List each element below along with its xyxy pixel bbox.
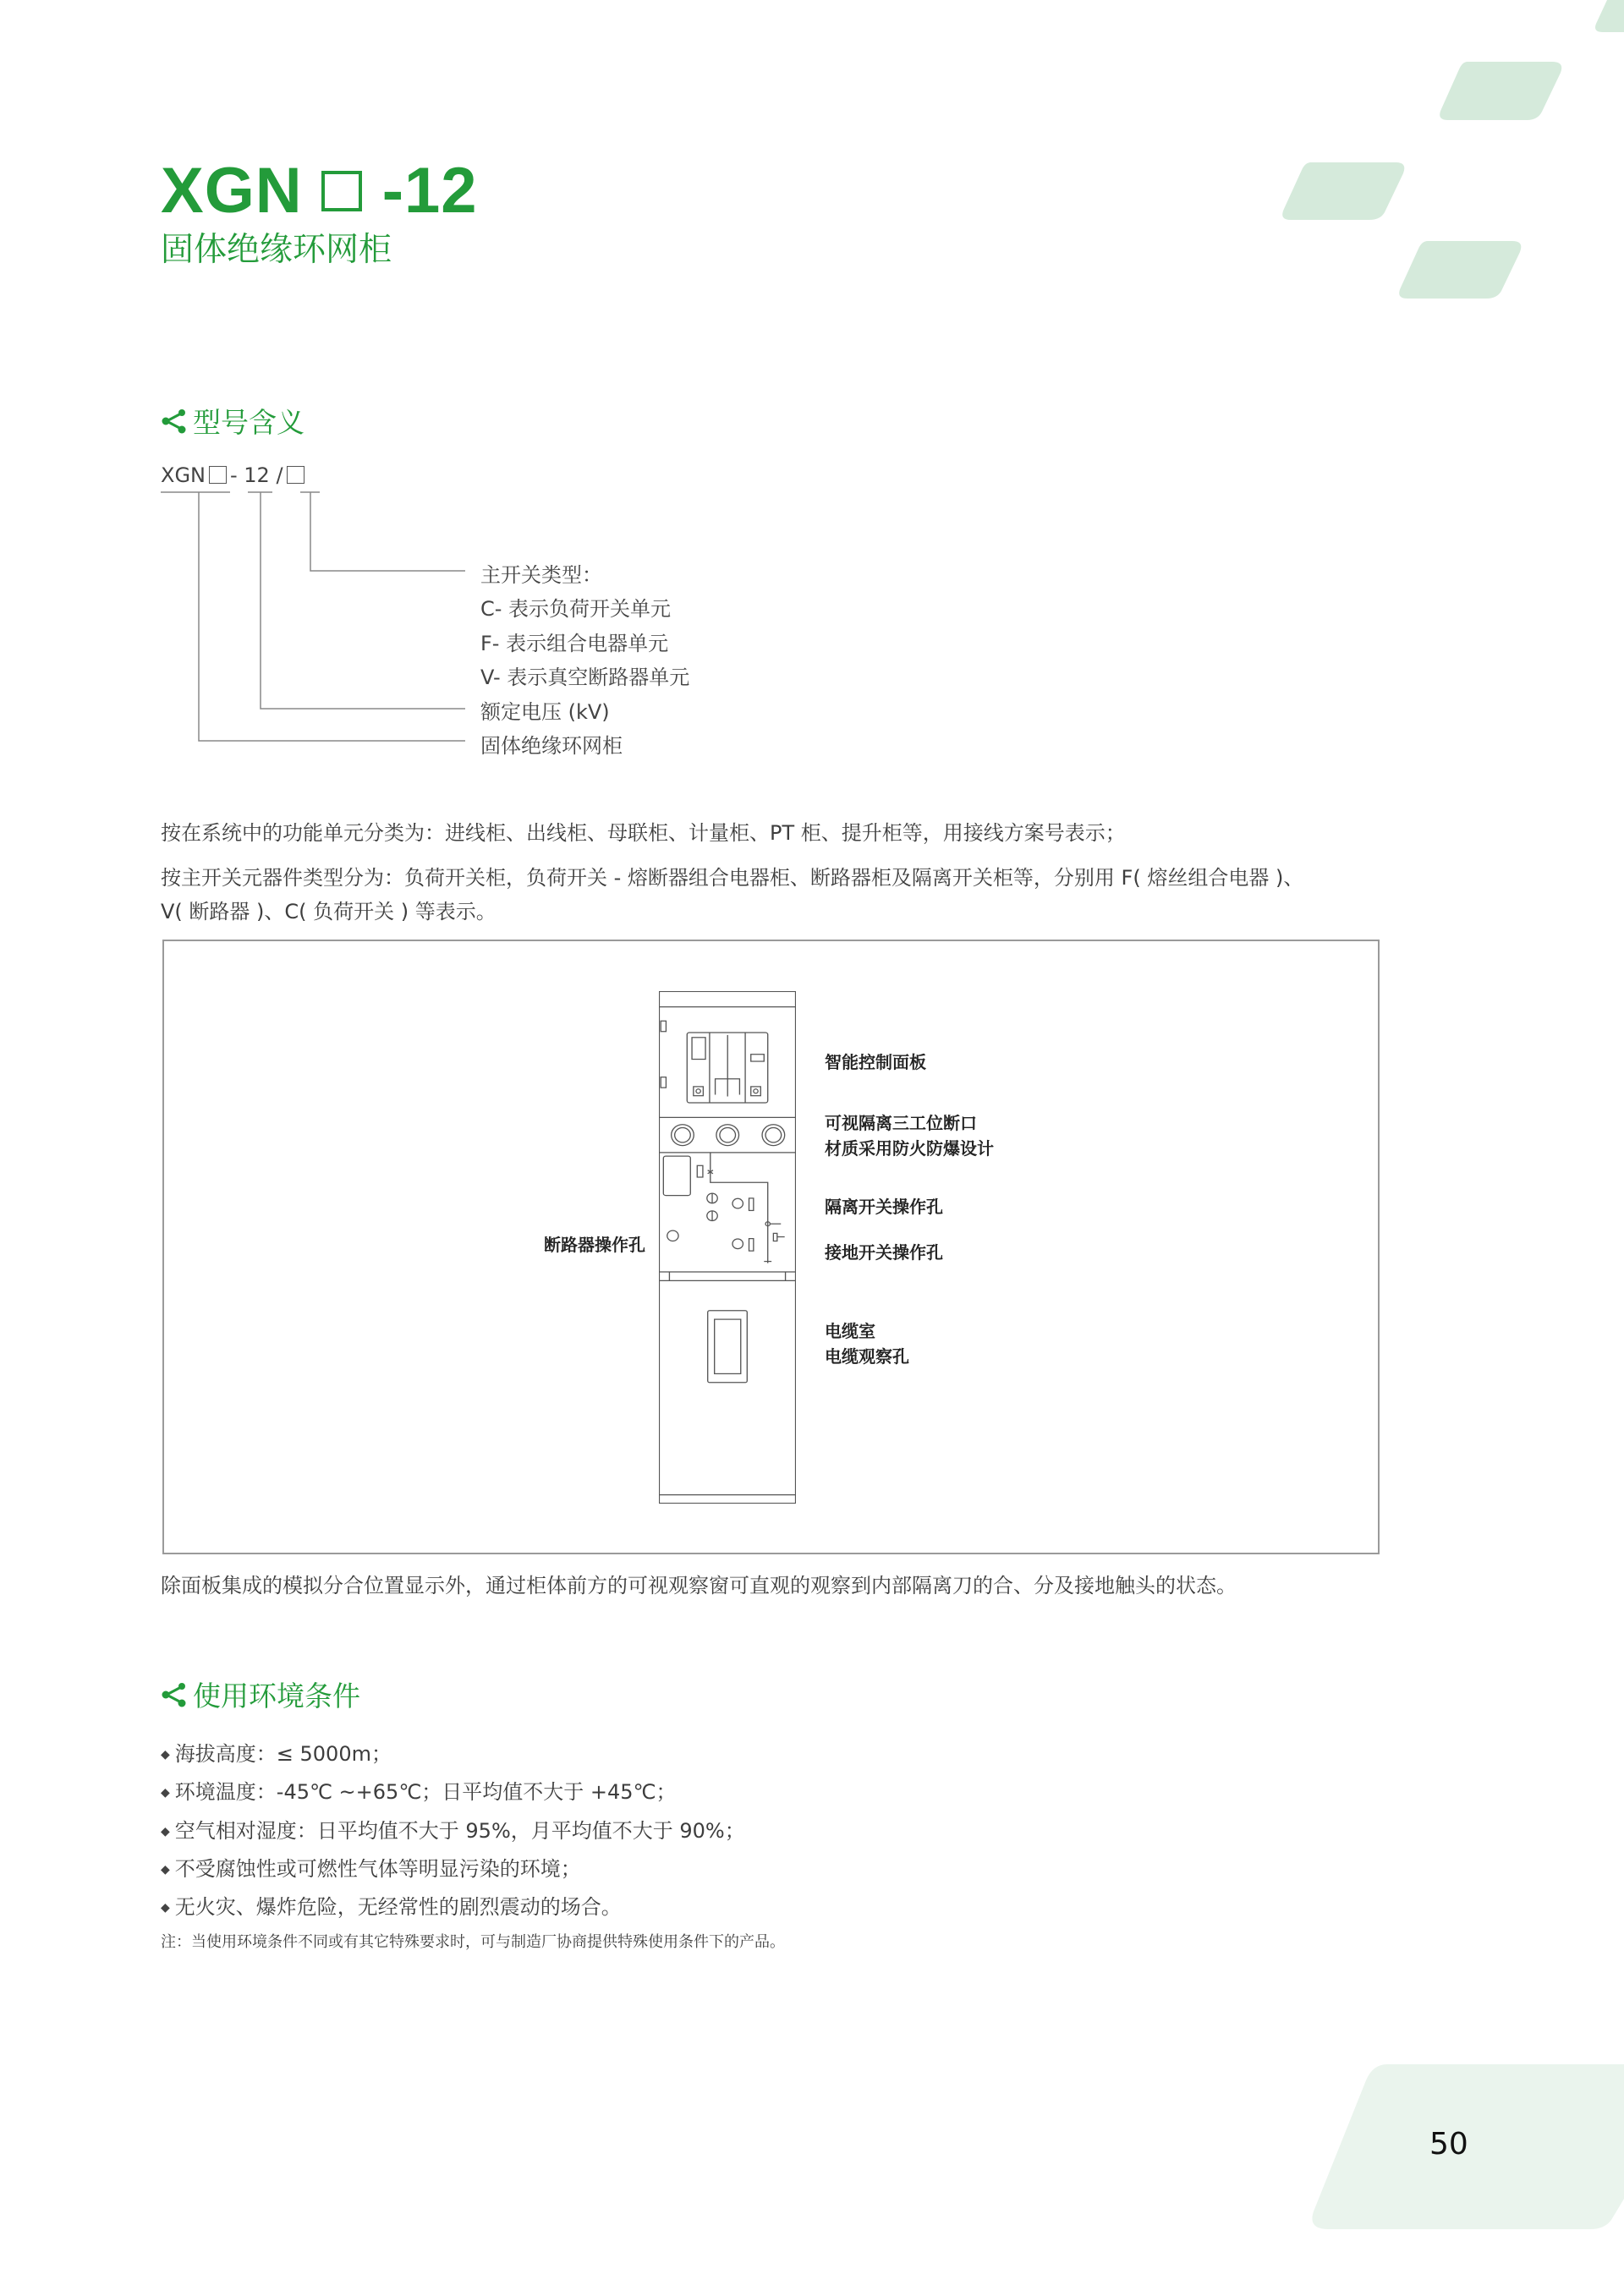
label-cable-window: 电缆观察孔 — [825, 1346, 909, 1367]
title-suffix: -12 — [381, 155, 478, 227]
deco-parallelogram — [1399, 241, 1521, 299]
figure-caption: 除面板集成的模拟分合位置显示外，通过柜体前方的可视观察窗可直观的观察到内部隔离刀的合、分及接地触头的状态。 — [161, 1574, 1237, 1597]
list-item: ◆ 海拔高度：≤ 5000m； — [161, 1737, 392, 1767]
paragraph: 按在系统中的功能单元分类为：进线柜、出线柜、母联柜、计量柜、PT 柜、提升柜等，用接线方案号表示； — [161, 821, 1126, 845]
page-number: 50 — [1429, 2127, 1468, 2162]
deco-parallelogram — [1282, 162, 1404, 220]
code-label-switch-type: 主开关类型： — [480, 563, 602, 587]
code-mid: - 12 / — [230, 463, 283, 487]
code-label-f: F- 表示组合电器单元 — [480, 632, 669, 655]
title-prefix: XGN — [161, 155, 303, 227]
model-code-leader-lines — [0, 0, 846, 761]
label-cable-room: 电缆室 — [825, 1321, 875, 1341]
label-visible-isolation: 可视隔离三工位断口 — [825, 1113, 977, 1133]
page-subtitle: 固体绝缘环网柜 — [161, 231, 392, 269]
code-label-v: V- 表示真空断路器单元 — [480, 666, 690, 689]
list-item: ◆ 空气相对湿度：日平均值不大于 95%，月平均值不大于 90%； — [161, 1814, 745, 1844]
list-item: ◆ 环境温度：-45℃ ~+65℃；日平均值不大于 +45℃； — [161, 1775, 677, 1805]
label-fireproof-material: 材质采用防火防爆设计 — [825, 1138, 994, 1159]
paragraph: V( 断路器 )、C( 负荷开关 ) 等表示。 — [161, 900, 497, 923]
section-title: 使用环境条件 — [193, 1680, 360, 1712]
label-earthing-hole: 接地开关操作孔 — [825, 1242, 943, 1263]
code-label-product: 固体绝缘环网柜 — [480, 734, 623, 758]
footnote: 注：当使用环境条件不同或有其它特殊要求时，可与制造厂协商提供特殊使用条件下的产品。 — [161, 1933, 785, 1951]
deco-parallelogram — [1440, 62, 1561, 120]
deco-parallelogram — [1595, 0, 1624, 32]
label-breaker-hole: 断路器操作孔 — [544, 1235, 645, 1255]
list-item: ◆ 不受腐蚀性或可燃性气体等明显污染的环境； — [161, 1852, 581, 1882]
label-control-panel: 智能控制面板 — [825, 1052, 926, 1072]
cabinet-drawing — [659, 991, 796, 1504]
section-heading-environment — [161, 1674, 360, 1714]
section-title: 型号含义 — [193, 406, 304, 439]
label-isolator-hole: 隔离开关操作孔 — [825, 1197, 943, 1217]
share-icon — [161, 1681, 188, 1708]
code-label-c: C- 表示负荷开关单元 — [480, 597, 672, 621]
code-prefix: XGN — [161, 463, 206, 487]
list-item: ◆ 无火灾、爆炸危险，无经常性的剧烈震动的场合。 — [161, 1890, 622, 1920]
code-label-voltage: 额定电压 (kV) — [480, 700, 610, 724]
paragraph: 按主开关元器件类型分为：负荷开关柜，负荷开关 - 熔断器组合电器柜、断路器柜及隔离开关柜等，分别用 F( 熔丝组合电器 )、 — [161, 866, 1304, 890]
